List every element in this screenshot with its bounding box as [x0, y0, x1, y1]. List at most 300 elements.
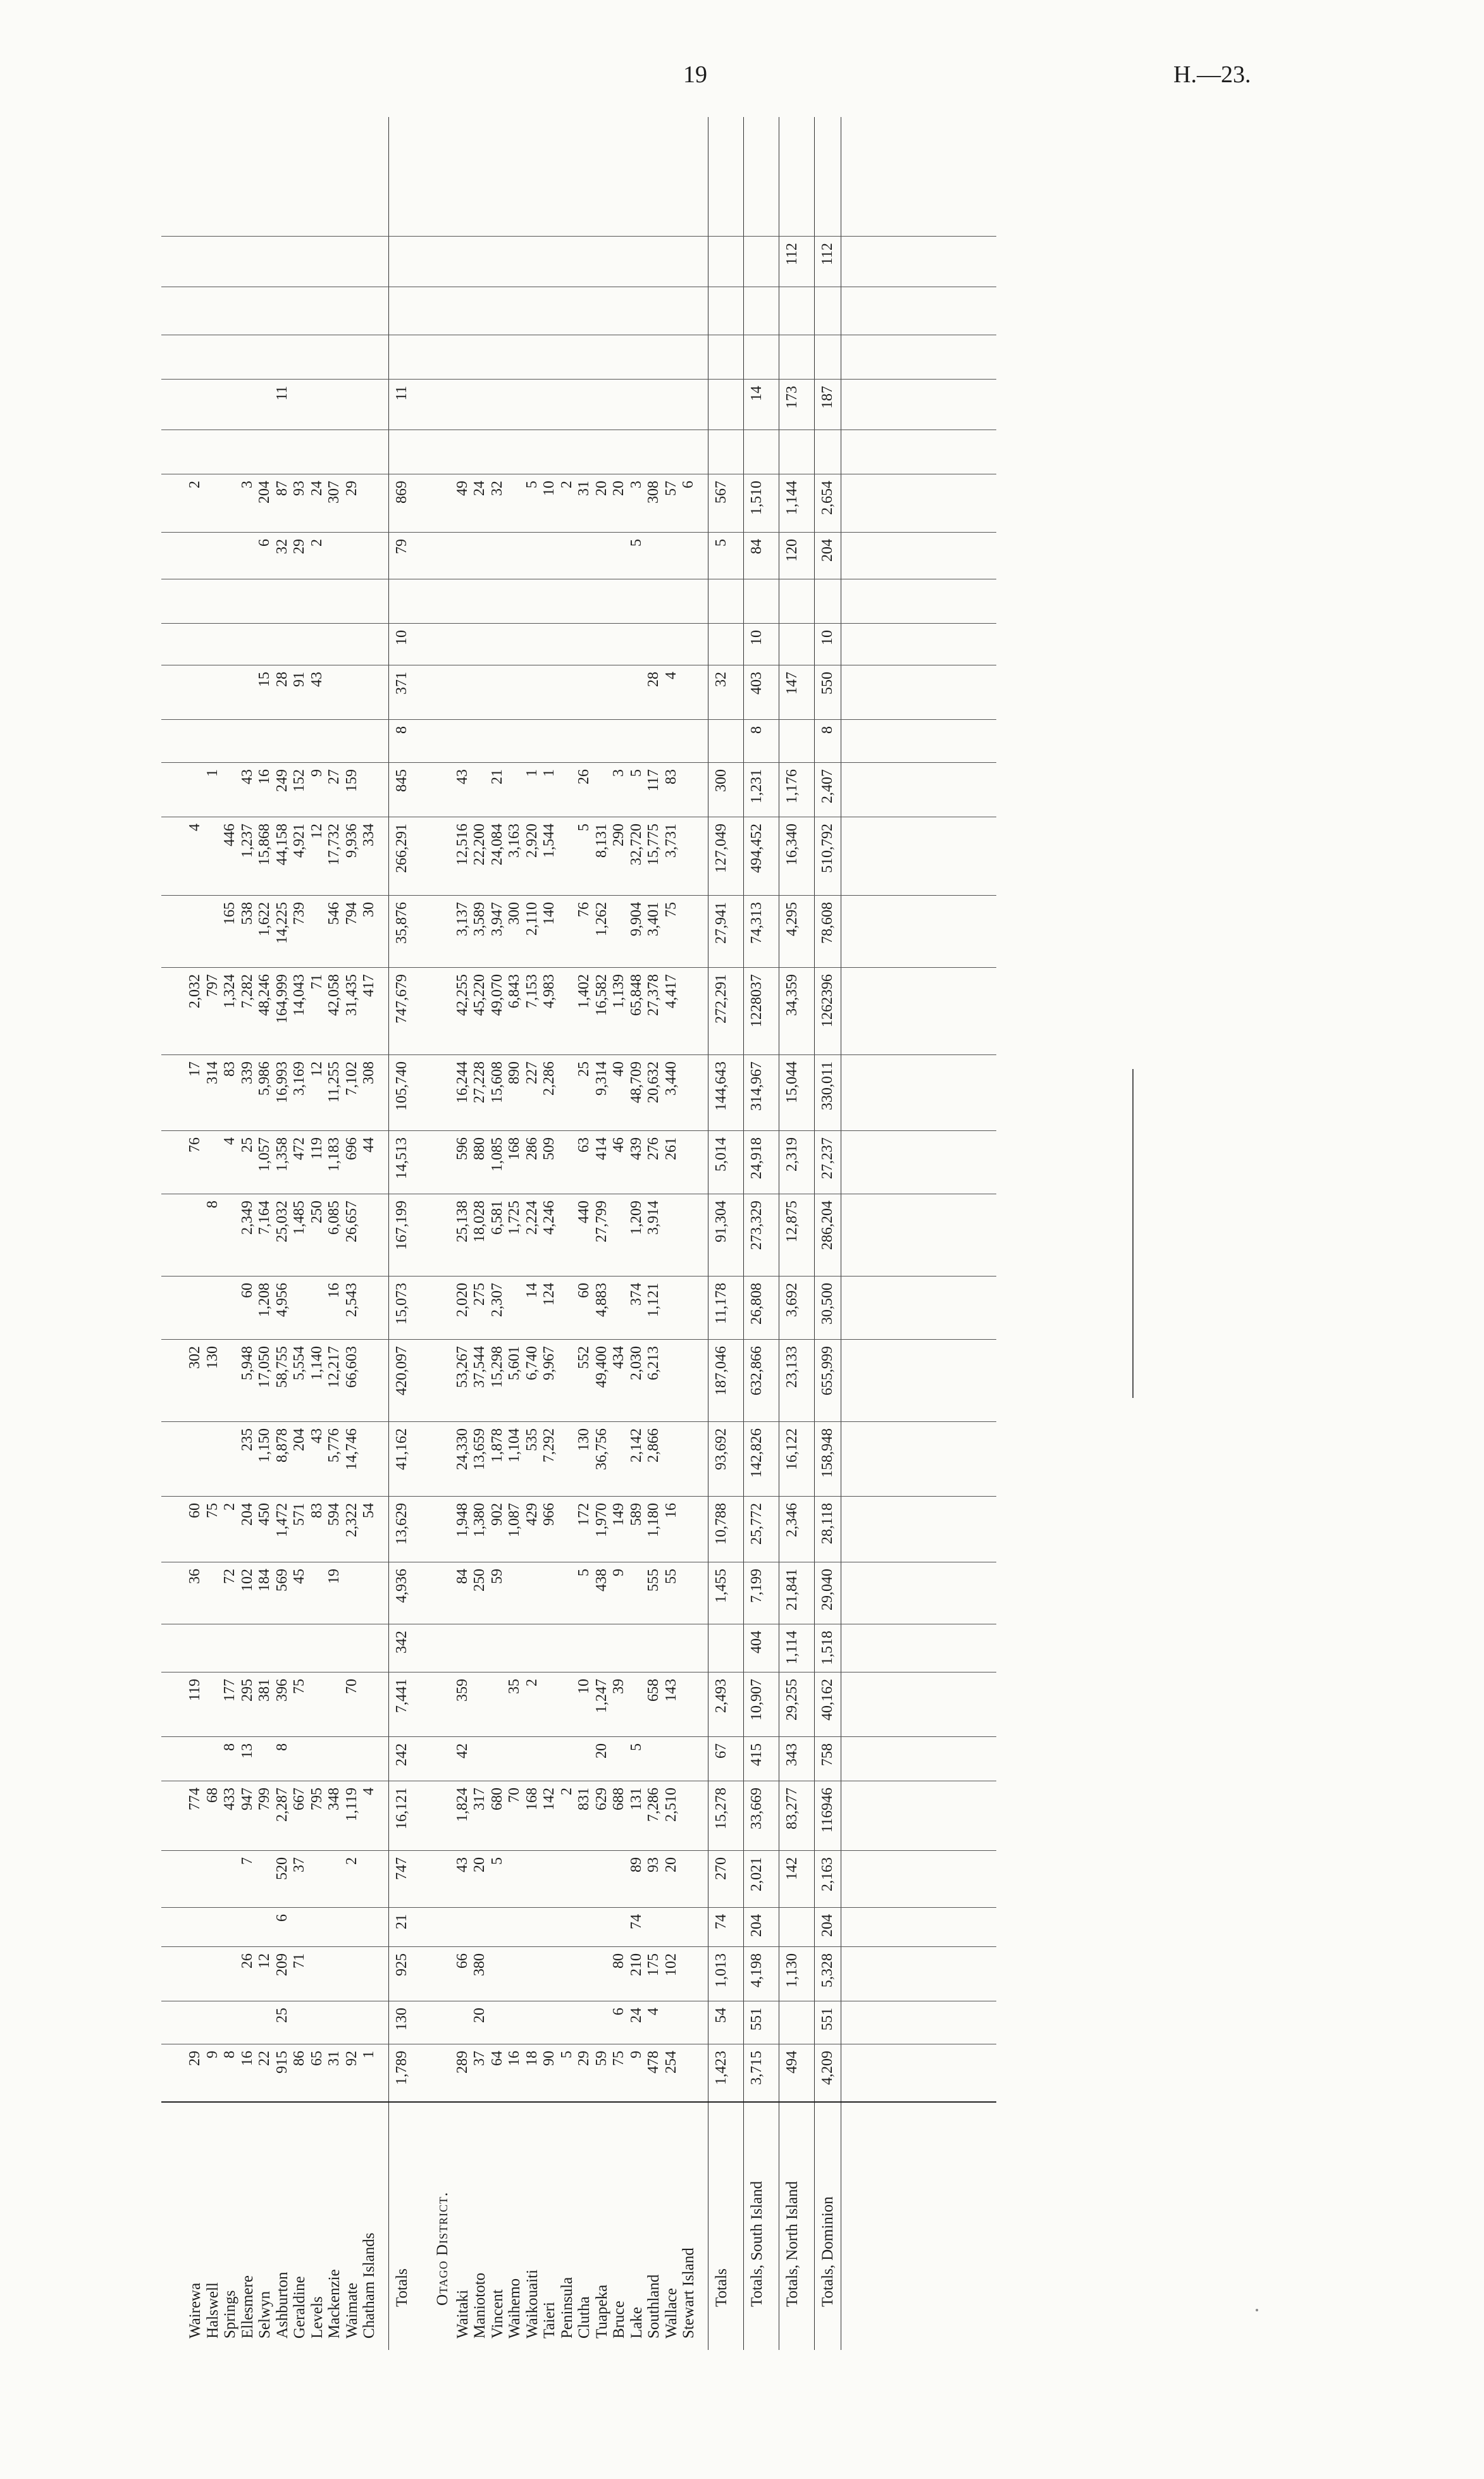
table-cell: 8 — [221, 2051, 238, 2058]
table-cell: 6 — [680, 481, 696, 488]
column-rule — [161, 967, 996, 968]
table-cell: 43 — [454, 769, 471, 784]
table-cell: 6 — [256, 539, 273, 547]
table-cell: 509 — [541, 1137, 557, 1160]
table-cell: 72 — [221, 1569, 238, 1584]
table-cell: 84 — [454, 1569, 471, 1584]
table-cell: 869 — [393, 481, 410, 504]
table-cell: 15,775 — [645, 824, 662, 865]
table-cell: 42,255 — [454, 974, 471, 1016]
table-cell: 204 — [256, 481, 273, 504]
table-row — [645, 117, 663, 2350]
table-cell: 13,629 — [393, 1503, 410, 1545]
table-cell: 2,866 — [645, 1428, 662, 1462]
table-cell: 2,510 — [662, 1788, 679, 1822]
table-cell: 758 — [819, 1743, 836, 1766]
table-cell: 204 — [291, 1428, 307, 1451]
table-cell: 75 — [204, 1503, 221, 1518]
table-cell: 1 — [541, 769, 557, 777]
table-cell: 567 — [712, 481, 729, 504]
table-cell: 250 — [308, 1201, 325, 1223]
table-cell: 658 — [645, 1679, 662, 1702]
table-cell: 655,999 — [819, 1346, 836, 1395]
table-cell: 64 — [488, 2051, 505, 2066]
table-cell: 45,220 — [471, 974, 488, 1016]
table-cell: 10,788 — [712, 1503, 729, 1545]
table-cell: 54 — [361, 1503, 377, 1518]
table-cell: 84 — [748, 539, 765, 554]
table-cell: 11,178 — [712, 1283, 729, 1325]
table-cell: 2 — [558, 481, 575, 488]
table-row — [576, 117, 593, 2350]
table-cell: 16,122 — [783, 1428, 800, 1470]
table-cell: 28 — [645, 672, 662, 687]
table-cell: 538 — [238, 902, 256, 925]
row-label: Taieri — [541, 2302, 558, 2339]
table-cell: 3 — [610, 769, 627, 777]
column-rule — [161, 623, 996, 624]
table-cell: 275 — [471, 1283, 488, 1306]
row-label: Vincent — [488, 2289, 506, 2339]
table-cell: 79 — [393, 539, 410, 554]
row-label: Wairewa — [187, 2282, 204, 2339]
table-row — [326, 117, 343, 2350]
table-row — [541, 117, 559, 2350]
table-cell: 43 — [238, 769, 256, 784]
table-cell: 2,543 — [343, 1283, 360, 1317]
table-cell: 45 — [291, 1569, 307, 1584]
table-cell: 24 — [471, 481, 488, 496]
table-row — [221, 117, 239, 2350]
table-cell: 10 — [748, 630, 765, 645]
table-cell: 24,330 — [454, 1428, 471, 1470]
table-cell: 1,510 — [748, 481, 765, 515]
table-cell: 7,441 — [393, 1679, 410, 1713]
table-cell: 58,755 — [273, 1346, 290, 1388]
table-cell: 36 — [187, 1569, 203, 1584]
table-cell: 1,237 — [238, 824, 256, 858]
table-cell: 5,986 — [256, 1061, 273, 1096]
table-rule — [388, 117, 389, 2350]
table-cell: 629 — [593, 1788, 610, 1810]
table-cell: 42,058 — [326, 974, 342, 1016]
table-row — [680, 117, 698, 2350]
table-cell: 57 — [662, 481, 679, 496]
table-cell: 9,904 — [628, 902, 645, 936]
table-cell: 27 — [326, 769, 342, 784]
table-cell: 242 — [393, 1743, 410, 1766]
table-cell: 14,043 — [291, 974, 307, 1016]
table-cell: 4,956 — [273, 1283, 290, 1317]
table-cell: 26,657 — [343, 1201, 360, 1242]
table-cell: 14 — [523, 1283, 540, 1298]
table-cell: 7,286 — [645, 1788, 662, 1822]
table-cell: 680 — [488, 1788, 505, 1810]
table-cell: 571 — [291, 1503, 307, 1526]
row-label: Totals, Dominion — [819, 2196, 836, 2307]
table-cell: 8 — [748, 726, 765, 734]
table-cell: 433 — [221, 1788, 238, 1810]
table-cell: 450 — [256, 1503, 273, 1526]
table-cell: 131 — [628, 1788, 645, 1810]
row-label: Waihemo — [506, 2278, 523, 2339]
table-row — [506, 117, 524, 2350]
table-cell: 1 — [361, 2051, 377, 2058]
table-cell: 589 — [628, 1503, 645, 1526]
table-cell: 37 — [471, 2051, 488, 2066]
table-cell: 4,883 — [593, 1283, 610, 1317]
table-cell: 8 — [819, 726, 836, 734]
row-label: Geraldine — [291, 2276, 308, 2339]
table-cell: 7,164 — [256, 1201, 273, 1235]
table-cell: 43 — [308, 672, 325, 687]
table-cell: 11 — [273, 386, 290, 401]
table-cell: 76 — [187, 1137, 203, 1153]
table-cell: 93 — [291, 481, 307, 496]
row-label: Mackenzie — [326, 2269, 343, 2339]
row-label: Selwyn — [256, 2291, 273, 2339]
table-cell: 48,246 — [256, 974, 273, 1016]
row-label: Wallace — [662, 2288, 680, 2339]
table-cell: 302 — [187, 1346, 203, 1369]
table-cell: 2 — [221, 1503, 238, 1511]
table-cell: 1,114 — [783, 1631, 800, 1665]
table-cell: 22,200 — [471, 824, 488, 865]
table-cell: 446 — [221, 824, 238, 846]
table-cell: 20 — [593, 1743, 610, 1759]
table-row — [291, 117, 309, 2350]
table-cell: 1,176 — [783, 769, 800, 803]
table-cell: 4,295 — [783, 902, 800, 936]
column-rule — [161, 2101, 996, 2103]
table-cell: 1,878 — [488, 1428, 505, 1462]
table-cell: 915 — [273, 2051, 290, 2074]
table-cell: 16,121 — [393, 1788, 410, 1829]
table-cell: 39 — [610, 1679, 627, 1694]
table-row — [559, 117, 576, 2350]
table-cell: 149 — [610, 1503, 627, 1526]
table-cell: 12 — [308, 824, 325, 839]
table-cell: 117 — [645, 769, 662, 792]
table-cell: 59 — [593, 2051, 610, 2066]
table-cell: 551 — [748, 2008, 765, 2031]
table-cell: 7,292 — [541, 1428, 557, 1462]
table-cell: 227 — [523, 1061, 540, 1084]
table-cell: 5,948 — [238, 1346, 256, 1380]
column-rule — [161, 762, 996, 763]
table-cell: 667 — [291, 1788, 307, 1810]
table-cell: 5 — [558, 2051, 575, 2058]
section-heading: Otago District. — [433, 2191, 451, 2306]
table-cell: 4 — [662, 672, 679, 679]
table-cell: 1,518 — [819, 1631, 836, 1665]
table-cell: 29 — [343, 481, 360, 496]
table-cell: 60 — [576, 1283, 592, 1298]
table-cell: 66 — [454, 1953, 471, 1969]
table-row — [628, 117, 646, 2350]
table-cell: 2,319 — [783, 1137, 800, 1171]
table-cell: 102 — [662, 1953, 679, 1976]
table-cell: 1,622 — [256, 902, 273, 936]
table-cell: 9 — [610, 1569, 627, 1576]
table-cell: 2,224 — [523, 1201, 540, 1235]
table-cell: 112 — [783, 243, 800, 266]
table-cell: 2,654 — [819, 481, 836, 515]
table-cell: 5,014 — [712, 1137, 729, 1171]
table-cell: 158,948 — [819, 1428, 836, 1478]
table-cell: 83,277 — [783, 1788, 800, 1829]
table-cell: 342 — [393, 1631, 410, 1654]
page-speck — [1256, 2309, 1258, 2311]
table-cell: 235 — [238, 1428, 256, 1451]
table-cell: 266,291 — [393, 824, 410, 873]
row-label: Waimate — [343, 2282, 361, 2339]
table-cell: 947 — [238, 1788, 256, 1810]
table-cell: 127,049 — [712, 824, 729, 873]
table-cell: 29,255 — [783, 1679, 800, 1721]
table-cell: 2 — [523, 1679, 540, 1686]
table-cell: 70 — [506, 1788, 522, 1803]
table-cell: 21,841 — [783, 1569, 800, 1610]
table-cell: 54 — [712, 2008, 729, 2023]
table-row — [343, 117, 361, 2350]
table-cell: 49,070 — [488, 974, 505, 1016]
table-cell: 75 — [662, 902, 679, 917]
table-cell: 12,875 — [783, 1201, 800, 1242]
table-cell: 43 — [308, 1428, 325, 1444]
table-cell: 13 — [238, 1743, 256, 1759]
table-cell: 5,601 — [506, 1346, 522, 1380]
table-cell: 33,669 — [748, 1788, 765, 1829]
table-cell: 16 — [662, 1503, 679, 1518]
table-cell: 74 — [712, 1914, 729, 1929]
table-cell: 204 — [819, 1914, 836, 1937]
table-cell: 414 — [593, 1137, 610, 1160]
table-cell: 27,228 — [471, 1061, 488, 1103]
table-cell: 330,011 — [819, 1061, 836, 1111]
table-cell: 374 — [628, 1283, 645, 1306]
table-cell: 8,878 — [273, 1428, 290, 1462]
table-cell: 164,999 — [273, 974, 290, 1023]
table-cell: 15,073 — [393, 1283, 410, 1325]
table-cell: 14,746 — [343, 1428, 360, 1470]
column-rule — [161, 1339, 996, 1340]
table-cell: 53,267 — [454, 1346, 471, 1388]
row-label: Waitaki — [454, 2289, 471, 2339]
table-cell: 550 — [819, 672, 836, 695]
table-cell: 32 — [273, 539, 290, 554]
table-cell: 314,967 — [748, 1061, 765, 1111]
table-cell: 3,163 — [506, 824, 522, 858]
table-row — [663, 117, 681, 2350]
row-label: Bruce — [610, 2301, 628, 2339]
document-reference: H.—23. — [1173, 61, 1251, 88]
table-cell: 119 — [308, 1137, 325, 1160]
table-cell: 510,792 — [819, 824, 836, 873]
table-cell: 272,291 — [712, 974, 729, 1023]
table-cell: 40 — [610, 1061, 627, 1077]
table-row — [239, 117, 257, 2350]
table-cell: 314 — [204, 1061, 221, 1084]
table-cell: 78,608 — [819, 902, 836, 944]
column-rule — [161, 1276, 996, 1277]
table-cell: 172 — [576, 1503, 592, 1526]
table-cell: 1,358 — [273, 1137, 290, 1171]
table-cell: 5 — [488, 1857, 505, 1865]
table-cell: 130 — [393, 2008, 410, 2031]
column-rule — [161, 1736, 996, 1737]
table-cell: 1,544 — [541, 824, 557, 858]
table-cell: 8,131 — [593, 824, 610, 858]
table-row — [454, 117, 472, 2350]
statistics-table — [161, 117, 996, 2350]
table-cell: 15,298 — [488, 1346, 505, 1388]
table-cell: 2,307 — [488, 1283, 505, 1317]
table-cell: 49 — [454, 481, 471, 496]
table-cell: 286 — [523, 1137, 540, 1160]
table-cell: 25,772 — [748, 1503, 765, 1545]
table-cell: 66,603 — [343, 1346, 360, 1388]
table-cell: 5 — [576, 824, 592, 831]
table-cell: 71 — [291, 1953, 307, 1969]
table-cell: 32 — [712, 672, 729, 687]
table-cell: 26,808 — [748, 1283, 765, 1325]
table-cell: 11,255 — [326, 1061, 342, 1103]
table-cell: 23,133 — [783, 1346, 800, 1388]
table-cell: 254 — [662, 2051, 679, 2074]
table-cell: 12,516 — [454, 824, 471, 865]
table-row — [748, 117, 766, 2350]
table-cell: 1,472 — [273, 1503, 290, 1537]
table-cell: 3,692 — [783, 1283, 800, 1317]
table-cell: 19 — [326, 1569, 342, 1584]
table-cell: 8 — [221, 1743, 238, 1751]
table-cell: 417 — [361, 974, 377, 997]
table-cell: 6 — [273, 1914, 290, 1922]
row-label: Springs — [221, 2290, 238, 2339]
table-cell: 68 — [204, 1788, 221, 1803]
table-cell: 546 — [326, 902, 342, 925]
table-cell: 688 — [610, 1788, 627, 1810]
table-cell: 159 — [343, 769, 360, 792]
table-cell: 1,144 — [783, 481, 800, 515]
table-cell: 35 — [506, 1679, 522, 1694]
table-cell: 25,032 — [273, 1201, 290, 1242]
table-cell: 13,659 — [471, 1428, 488, 1470]
table-cell: 1,209 — [628, 1201, 645, 1235]
table-cell: 3,440 — [662, 1061, 679, 1096]
table-cell: 25 — [576, 1061, 592, 1077]
table-cell: 74,313 — [748, 902, 765, 944]
table-cell: 15,044 — [783, 1061, 800, 1103]
table-cell: 794 — [343, 902, 360, 925]
table-cell: 2 — [558, 1788, 575, 1795]
table-cell: 5,328 — [819, 1953, 836, 1988]
table-cell: 403 — [748, 672, 765, 695]
table-cell: 7 — [238, 1857, 256, 1865]
table-cell: 434 — [610, 1346, 627, 1369]
table-row — [204, 117, 222, 2350]
table-cell: 24,918 — [748, 1137, 765, 1179]
table-cell: 89 — [628, 1857, 645, 1872]
table-cell: 472 — [291, 1137, 307, 1160]
table-cell: 80 — [610, 1953, 627, 1969]
table-cell: 1,324 — [221, 974, 238, 1008]
column-rule — [161, 379, 996, 380]
table-cell: 1,789 — [393, 2051, 410, 2085]
row-label: Ellesmere — [238, 2275, 256, 2339]
table-cell: 93 — [645, 1857, 662, 1872]
table-cell: 289 — [454, 2051, 471, 2074]
table-cell: 2,493 — [712, 1679, 729, 1713]
row-label: Lake — [628, 2307, 645, 2339]
table-cell: 41,162 — [393, 1428, 410, 1470]
table-cell: 8 — [204, 1201, 221, 1208]
table-cell: 2,322 — [343, 1503, 360, 1537]
table-cell: 261 — [662, 1137, 679, 1160]
table-cell: 9 — [204, 2051, 221, 2058]
table-cell: 4 — [221, 1137, 238, 1145]
table-cell: 20 — [471, 2008, 488, 2023]
table-cell: 15,868 — [256, 824, 273, 865]
table-cell: 307 — [326, 481, 342, 504]
table-cell: 632,866 — [748, 1346, 765, 1395]
table-row — [274, 117, 292, 2350]
table-cell: 1,140 — [308, 1346, 325, 1380]
table-cell: 902 — [488, 1503, 505, 1526]
table-cell: 31,435 — [343, 974, 360, 1016]
table-cell: 16,340 — [783, 824, 800, 865]
table-cell: 27,237 — [819, 1137, 836, 1179]
table-cell: 5,554 — [291, 1346, 307, 1380]
table-cell: 4,921 — [291, 824, 307, 858]
table-cell: 29 — [576, 2051, 592, 2066]
table-cell: 24 — [628, 2008, 645, 2023]
column-rule — [161, 1907, 996, 1908]
table-cell: 65 — [308, 2051, 325, 2066]
table-cell: 63 — [576, 1137, 592, 1153]
row-label: Ashburton — [273, 2272, 291, 2339]
table-cell: 6 — [610, 2008, 627, 2015]
table-cell: 105,740 — [393, 1061, 410, 1111]
table-cell: 17,050 — [256, 1346, 273, 1388]
table-cell: 6,213 — [645, 1346, 662, 1380]
table-cell: 165 — [221, 902, 238, 925]
table-cell: 249 — [273, 769, 290, 792]
table-cell: 308 — [361, 1061, 377, 1084]
table-cell: 845 — [393, 769, 410, 792]
table-cell: 15 — [256, 672, 273, 687]
table-cell: 1262396 — [819, 974, 836, 1027]
column-rule — [161, 1130, 996, 1131]
table-cell: 7,102 — [343, 1061, 360, 1096]
table-cell: 6,581 — [488, 1201, 505, 1235]
table-cell: 569 — [273, 1569, 290, 1592]
table-cell: 1,485 — [291, 1201, 307, 1235]
table-cell: 1,013 — [712, 1953, 729, 1988]
table-cell: 29,040 — [819, 1569, 836, 1610]
table-cell: 555 — [645, 1569, 662, 1592]
table-cell: 1,130 — [783, 1953, 800, 1988]
table-cell: 25 — [273, 2008, 290, 2023]
table-cell: 797 — [204, 974, 221, 997]
table-cell: 4,936 — [393, 1569, 410, 1603]
table-cell: 18 — [523, 2051, 540, 2066]
table-cell: 774 — [187, 1788, 203, 1810]
table-cell: 83 — [662, 769, 679, 784]
table-cell: 210 — [628, 1953, 645, 1976]
table-cell: 1,948 — [454, 1503, 471, 1537]
